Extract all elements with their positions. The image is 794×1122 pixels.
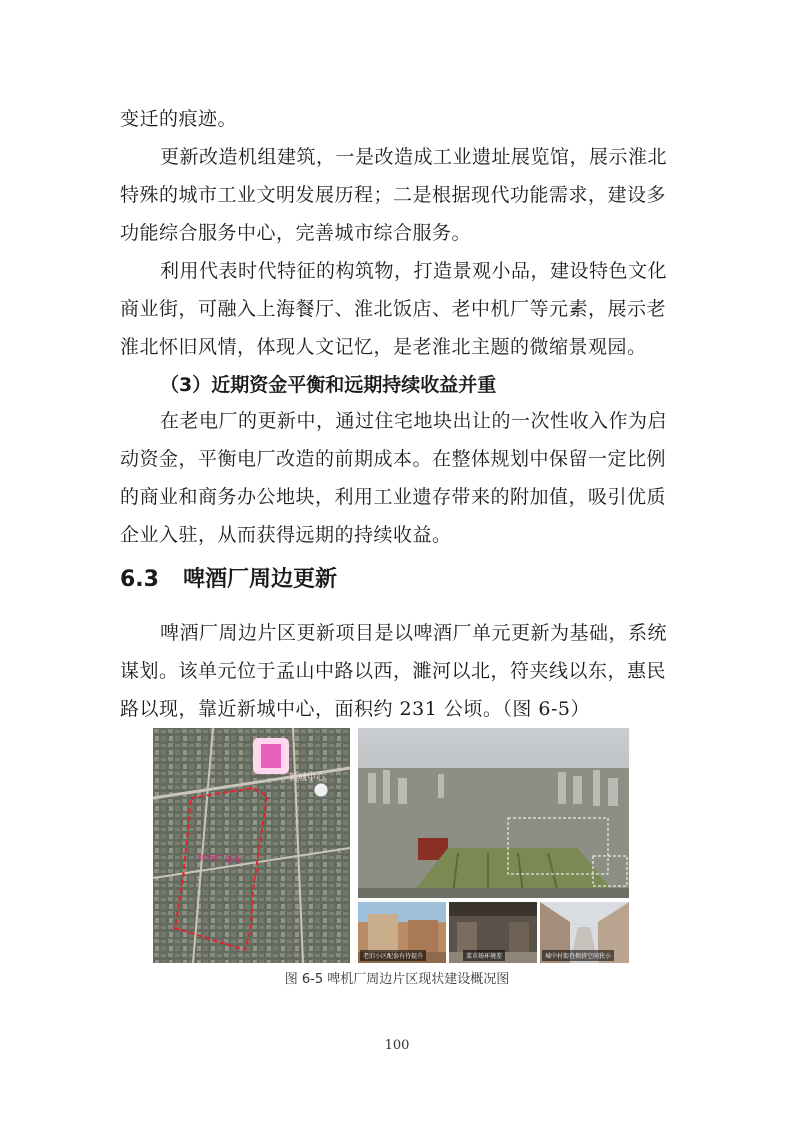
thumbnail-label: 老旧小区配套有待提升 — [360, 950, 426, 961]
text-line: 在老电厂的更新中，通过住宅地块出让的一次性收入作为启 — [160, 410, 668, 432]
paragraph-4 — [120, 402, 676, 554]
text-line: 企业入驻，从而获得远期的持续收益。 — [120, 524, 452, 546]
section-number: 6.3 — [120, 567, 159, 592]
text-line: 商业街，可融入上海餐厅、淮北饭店、老中机厂等元素，展示老 — [120, 298, 667, 320]
page-number: 100 — [384, 1038, 410, 1053]
section-title: 啤酒厂周边更新 — [182, 567, 337, 592]
paragraph-1 — [120, 100, 676, 138]
text-line: 更新改造机组建筑，一是改造成工业遗址展览馆，展示淮北 — [160, 146, 668, 168]
section-heading — [120, 562, 337, 593]
text-line: 特殊的城市工业文明发展历程；二是根据现代功能需求，建设多 — [120, 184, 667, 206]
thumbnail-old-housing — [358, 902, 446, 963]
thumbnail-alley — [540, 902, 629, 963]
paragraph-3 — [120, 252, 676, 366]
text-line: 谋划。该单元位于孟山中路以西，濉河以北，符夹线以东，惠民 — [120, 660, 667, 682]
text-line: 路以现，靠近新城中心，面积约 231 公顷。（图 6-5） — [120, 698, 590, 720]
text-line: 啤酒厂周边片区更新项目是以啤酒厂单元更新为基础，系统 — [160, 622, 668, 644]
thumbnail-label: 城中村街巷拥挤空间狭小 — [542, 950, 614, 961]
aerial-photo-graphic — [358, 728, 629, 898]
thumbnail-label: 菜市场环境差 — [463, 950, 505, 961]
paragraph-5 — [120, 614, 676, 728]
map-label-center: 新城中心 — [289, 773, 326, 783]
figure-caption: 图 6-5 啤机厂周边片区现状建设概况图 — [284, 972, 510, 987]
aerial-photo — [358, 728, 629, 898]
text-line: 功能综合服务中心，完善城市综合服务。 — [120, 222, 472, 244]
text-line: 淮北怀旧风情，体现人文记忆，是老淮北主题的微缩景观园。 — [120, 336, 647, 358]
text-line: 动资金，平衡电厂改造的前期成本。在整体规划中保留一定比例 — [120, 448, 667, 470]
text-line: 利用代表时代特征的构筑物，打造景观小品，建设特色文化 — [160, 260, 668, 282]
subheading: （3）近期资金平衡和远期持续收益并重 — [160, 374, 497, 396]
paragraph-2 — [120, 138, 676, 252]
map-label-unit: 啤酒厂单元 — [197, 855, 243, 865]
satellite-map-image — [153, 728, 350, 963]
thumbnail-market — [449, 902, 537, 963]
text-line: 变迁的痕迹。 — [120, 108, 238, 130]
text-line: 的商业和商务办公地块，利用工业遗存带来的附加值，吸引优质 — [120, 486, 667, 508]
satellite-map-graphic — [153, 728, 350, 963]
figure-6-5 — [153, 728, 629, 963]
